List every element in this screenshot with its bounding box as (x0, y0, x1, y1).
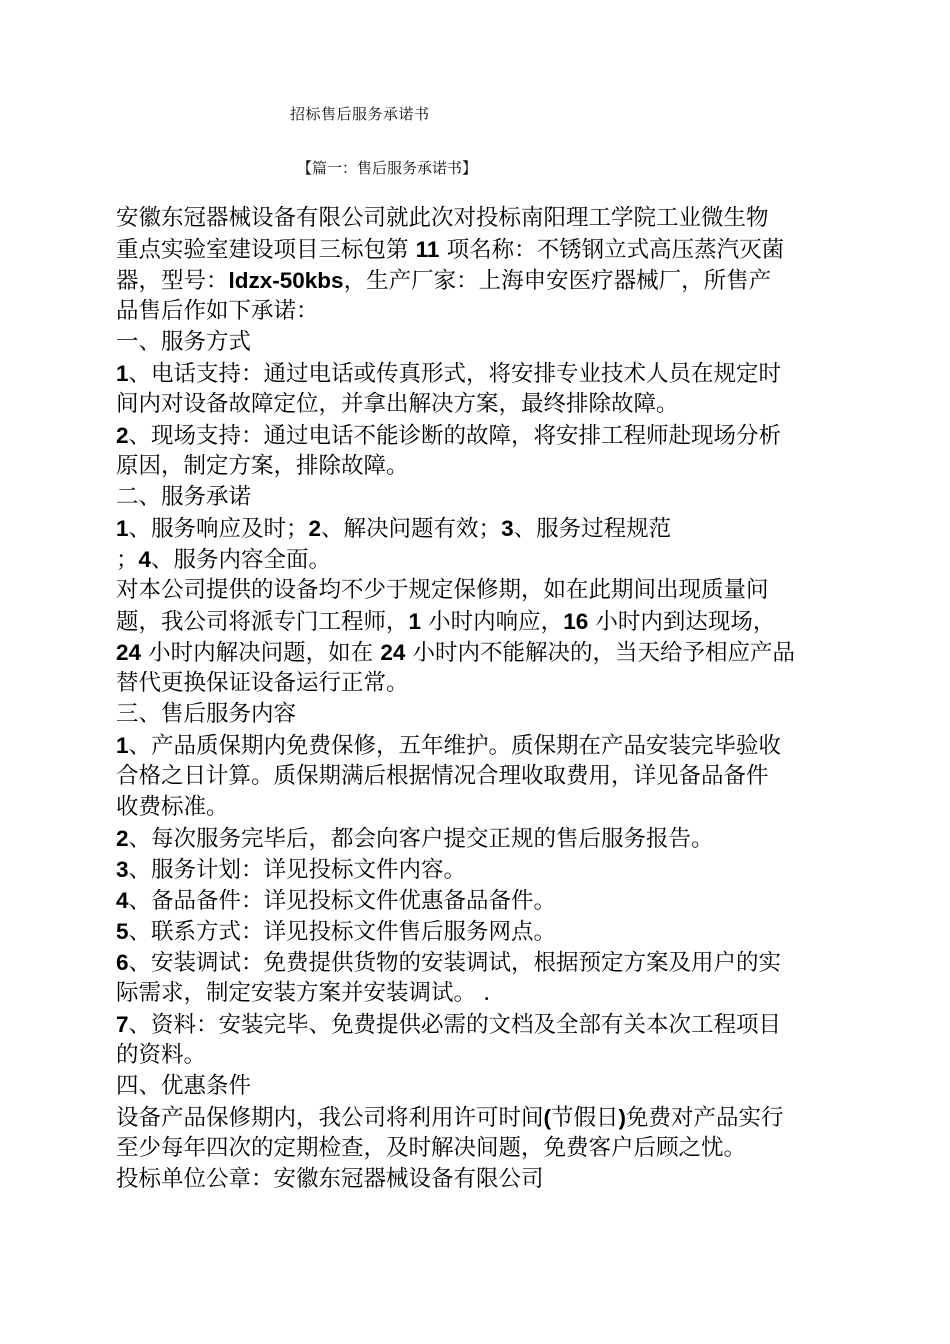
body-line: 3、服务计划：详见投标文件内容。 (116, 857, 467, 883)
body-line: 题，我公司将派专门工程师，1 小时内响应，16 小时内到达现场， (116, 609, 776, 635)
body-line: 合格之日计算。质保期满后根据情况合理收取费用，详见备品备件 (116, 763, 769, 789)
body-line: 间内对设备故障定位，并拿出解决方案，最终排除故障。 (116, 391, 679, 417)
body-line: 替代更换保证设备运行正常。 (116, 670, 409, 696)
body-line: 对本公司提供的设备均不少于规定保修期，如在此期间出现质量问 (116, 577, 769, 603)
body-line: 收费标准。 (116, 794, 229, 820)
body-line: 1、电话支持：通过电话或传真形式，将安排专业技术人员在规定时 (116, 361, 782, 387)
body-line: 2、现场支持：通过电话不能诊断的故障，将安排工程师赴现场分析 (116, 423, 782, 449)
body-line: 的资料。 (116, 1042, 207, 1068)
section-heading: 一、服务方式 (116, 329, 252, 355)
body-line: 重点实验室建设项目三标包第 11 项名称：不锈钢立式高压蒸汽灭菌 (116, 237, 785, 263)
body-line: 设备产品保修期内，我公司将利用许可时间(节假日)免费对产品实行 (116, 1105, 784, 1131)
body-line: 5、联系方式：详见投标文件售后服务网点。 (116, 919, 557, 945)
body-line: 安徽东冠器械设备有限公司就此次对投标南阳理工学院工业微生物 (116, 205, 769, 231)
body-line: ；4、服务内容全面。 (116, 547, 332, 573)
body-line: 2、每次服务完毕后，都会向客户提交正规的售后服务报告。 (116, 826, 714, 852)
document-title: 招标售后服务承诺书 (290, 105, 430, 123)
body-line: 4、备品备件：详见投标文件优惠备品备件。 (116, 888, 557, 914)
body-line: 器，型号：ldzx-50kbs，生产厂家：上海申安医疗器械厂，所售产 (116, 268, 772, 294)
body-line: 原因，制定方案，排除故障。 (116, 453, 409, 479)
document-subtitle: 【篇一：售后服务承诺书】 (297, 159, 478, 177)
body-line: 品售后作如下承诺： (116, 298, 319, 324)
document-body (116, 203, 846, 1195)
body-line: 1、服务响应及时；2、解决问题有效；3、服务过程规范 (116, 516, 672, 542)
body-line: 24 小时内解决问题，如在 24 小时内不能解决的，当天给予相应产品 (116, 640, 796, 666)
body-line: 1、产品质保期内免费保修，五年维护。质保期在产品安装完毕验收 (116, 733, 782, 759)
body-line: 至少每年四次的定期检查，及时解决间题，免费客户后顾之忧。 (116, 1135, 747, 1161)
signature-line: 投标单位公章：安徽东冠器械设备有限公司 (116, 1166, 544, 1192)
section-heading: 四、优惠条件 (116, 1073, 252, 1099)
body-line: 6、安装调试：免费提供货物的安装调试，根据预定方案及用户的实 (116, 950, 782, 976)
section-heading: 三、售后服务内容 (116, 701, 297, 727)
section-heading: 二、服务承诺 (116, 484, 252, 510)
body-line: 际需求，制定安装方案并安装调试。 . (116, 980, 491, 1006)
body-line: 7、资料：安装完毕、免费提供必需的文档及全部有关本次工程项目 (116, 1012, 782, 1038)
